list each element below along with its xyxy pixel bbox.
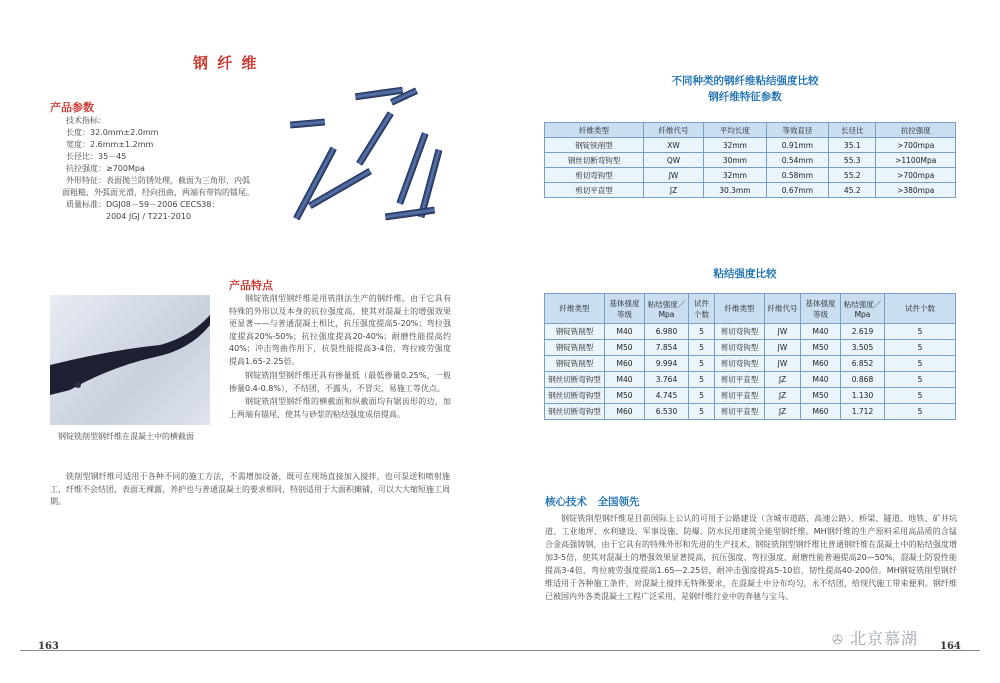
- table-cell: 32mm: [704, 168, 766, 183]
- cross-section-photo: [50, 295, 210, 425]
- table-cell: 0.67mm: [766, 183, 828, 198]
- table-cell: 30.3mm: [704, 183, 766, 198]
- table-cell: 30mm: [704, 153, 766, 168]
- table-cell: 钢丝切断弯钩型: [545, 388, 605, 404]
- table-header: 纤维类型: [545, 294, 605, 324]
- param-line: 长径比：35－45: [66, 152, 127, 161]
- param-line: 抗拉强度：≥700Mpa: [66, 164, 145, 173]
- table-cell: 剪切弯钩型: [545, 168, 644, 183]
- table-cell: >700mpa: [876, 138, 956, 153]
- table-cell: 5: [885, 404, 956, 420]
- table-header: 粘结强度／Mpa: [841, 294, 885, 324]
- table-cell: 1.712: [841, 404, 885, 420]
- table-cell: 6.852: [841, 356, 885, 372]
- page-number-left: 163: [38, 641, 59, 652]
- table-cell: QW: [643, 153, 703, 168]
- table-cell: 剪切弯钩型: [715, 356, 765, 372]
- params-list: [62, 115, 276, 223]
- param-line: 外形特征：表面抛兰防锈处理，截面为三角形，内弧: [66, 176, 250, 185]
- table-cell: 1.130: [841, 388, 885, 404]
- table-cell: JW: [765, 340, 801, 356]
- table-cell: 钢丝切断弯钩型: [545, 404, 605, 420]
- table-cell: 6.530: [645, 404, 689, 420]
- param-line: 质量标准：DGJ08－59－2006 CECS38：: [66, 200, 220, 209]
- table-cell: 55.2: [829, 168, 876, 183]
- fiber-cross-section-icon: [50, 295, 210, 425]
- wechat-icon: ✇: [832, 633, 844, 648]
- footer-rule: [20, 650, 980, 651]
- table-cell: M60: [801, 404, 841, 420]
- table-cell: 剪切弯钩型: [715, 324, 765, 340]
- table-cell: 5: [885, 340, 956, 356]
- page-number-right: 164: [940, 641, 961, 652]
- table-header: 粘结强度／Mpa: [645, 294, 689, 324]
- table-cell: 钢锭铣削型: [545, 324, 605, 340]
- param-line: 2004 JGJ / T221-2010: [106, 212, 192, 221]
- table-cell: 剪切平直型: [715, 388, 765, 404]
- table-cell: M50: [801, 388, 841, 404]
- table-row: [545, 356, 956, 372]
- table-header: 平均长度: [704, 123, 766, 138]
- table-cell: 钢锭铣削型: [545, 356, 605, 372]
- table-cell: M60: [605, 404, 645, 420]
- table-header: 试件个数: [689, 294, 715, 324]
- features-paragraph-2: 钢锭铣削型钢纤维还具有掺量低（最低掺量0.25%，一般掺量0.4-0.8%），不结团，不露头，不冒尖，易施工等优点。: [229, 371, 451, 393]
- table-cell: 55.3: [829, 153, 876, 168]
- table-row: [545, 138, 956, 153]
- table-cell: M60: [801, 356, 841, 372]
- table-header: 纤维类型: [715, 294, 765, 324]
- table-cell: 45.2: [829, 183, 876, 198]
- table-cell: JZ: [643, 183, 703, 198]
- table-cell: 2.619: [841, 324, 885, 340]
- table-row: [545, 183, 956, 198]
- watermark-text: 北京慕湖: [850, 629, 919, 648]
- table-header: 纤维类型: [545, 123, 644, 138]
- table-cell: 5: [689, 372, 715, 388]
- table-cell: M60: [605, 356, 645, 372]
- table-cell: JZ: [765, 404, 801, 420]
- table-cell: 钢丝切断弯钩型: [545, 372, 605, 388]
- table-row: [545, 324, 956, 340]
- table-cell: XW: [643, 138, 703, 153]
- table-header: 长径比: [829, 123, 876, 138]
- param-line: 长度：32.0mm±2.0mm: [66, 128, 159, 137]
- table-cell: 6.980: [645, 324, 689, 340]
- photo-caption: 钢锭铣削型钢纤维在混凝土中的横截面: [58, 432, 194, 441]
- table-cell: 0.91mm: [766, 138, 828, 153]
- bond-title: 粘结强度比较: [713, 268, 777, 280]
- compare-subtitle: 钢纤维特征参数: [708, 91, 782, 103]
- table-header: 等效直径: [766, 123, 828, 138]
- fiber-params-table: [544, 122, 956, 198]
- table-cell: 0.54mm: [766, 153, 828, 168]
- table-row: [545, 340, 956, 356]
- table-cell: 0.58mm: [766, 168, 828, 183]
- table-cell: 3.505: [841, 340, 885, 356]
- core-paragraph: 钢锭铣削型钢纤维是目前国际上公认的可用于公路建设（含城市道路、高速公路）、桥梁、隧道、地铁、矿井坑道、工业地坪、水利建设、军事设施、防爆、防水民用建筑全能型钢纤维。MH钢纤维的生产原料采用高品质的含锰合金高强铸钢，由于它具有的特殊外形和先进的生产技术，钢锭铣削型钢纤维比普通钢纤维在混凝土中的粘结强度增加3-5倍，使其对混凝土的增强效果显著提高，抗压强度、弯拉强度、耐磨性能普遍提高20—50%，混凝土防裂性能提高3-4倍，弯拉疲劳强度提高1.65—2.25倍，耐冲击强度提高5-10倍，韧性提高40-200倍。MH钢锭铣削型钢纤维适用于各种施工条件，对混凝土搅拌无特殊要求，在混凝土中分布均匀，永不结团，给现代施工带来便利。钢纤维已被国内外各类混凝土工程广泛采用，是钢纤维行业中的奔驰与宝马。: [545, 514, 957, 601]
- table-header: 纤维代号: [765, 294, 801, 324]
- table-cell: M50: [605, 340, 645, 356]
- param-line: 面粗糙，外弧面光滑，经向扭曲，两端有带钩的镭尾。: [62, 188, 254, 197]
- compare-title: 不同种类的钢纤维粘结强度比较: [671, 75, 819, 87]
- table-cell: 5: [689, 356, 715, 372]
- table-cell: 32mm: [704, 138, 766, 153]
- table-cell: JW: [643, 168, 703, 183]
- table-cell: 5: [885, 388, 956, 404]
- params-heading: 产品参数: [50, 101, 94, 114]
- table-cell: M40: [801, 372, 841, 388]
- table-header: 试件个数: [885, 294, 956, 324]
- core-heading: 核心技术 全国领先: [545, 496, 640, 508]
- table-cell: 5: [689, 388, 715, 404]
- table-row: [545, 168, 956, 183]
- table-cell: >380mpa: [876, 183, 956, 198]
- table-cell: 5: [885, 356, 956, 372]
- features-heading: 产品特点: [229, 279, 273, 292]
- table-cell: M40: [801, 324, 841, 340]
- table-cell: 7.854: [645, 340, 689, 356]
- table-cell: 3.764: [645, 372, 689, 388]
- table-header: 基体强度等级: [605, 294, 645, 324]
- table-row: [545, 404, 956, 420]
- table-cell: M50: [605, 388, 645, 404]
- table-cell: JZ: [765, 372, 801, 388]
- table-cell: >700mpa: [876, 168, 956, 183]
- table-cell: 9.994: [645, 356, 689, 372]
- steel-fiber-image: [285, 85, 465, 245]
- param-line: 技术指标：: [66, 116, 106, 125]
- table-cell: 5: [689, 340, 715, 356]
- table-cell: 剪切弯钩型: [715, 340, 765, 356]
- table-cell: JW: [765, 324, 801, 340]
- table-cell: M50: [801, 340, 841, 356]
- table-cell: >1100Mpa: [876, 153, 956, 168]
- table-header: 抗拉强度: [876, 123, 956, 138]
- table-cell: 5: [885, 372, 956, 388]
- table-cell: 剪切平直型: [545, 183, 644, 198]
- table-cell: 4.745: [645, 388, 689, 404]
- table-cell: 钢锭铣削型: [545, 138, 644, 153]
- table-cell: 剪切平直型: [715, 404, 765, 420]
- table-row: [545, 372, 956, 388]
- table-cell: 5: [689, 404, 715, 420]
- table-row: [545, 388, 956, 404]
- table-cell: 0.868: [841, 372, 885, 388]
- watermark: [832, 626, 918, 649]
- table-header: 基体强度等级: [801, 294, 841, 324]
- table-cell: 5: [689, 324, 715, 340]
- bond-strength-table: [544, 293, 956, 420]
- table-cell: 钢锭铣削型: [545, 340, 605, 356]
- param-line: 宽度：2.6mm±1.2mm: [66, 140, 154, 149]
- table-cell: 5: [885, 324, 956, 340]
- table-cell: 剪切平直型: [715, 372, 765, 388]
- table-cell: M40: [605, 372, 645, 388]
- bottom-paragraph: 铣削型钢纤维可适用于各种不同的施工方法，不需增加设备，既可在现场直接加入搅拌，也可泵送和喷射施工，纤维不会结团，表面无裸露，养护也与普通混凝土的要求相同，特别适用于大面积摊铺，可以大大缩短施工周期。: [50, 472, 450, 506]
- table-cell: 钢丝切断弯钩型: [545, 153, 644, 168]
- table-cell: JW: [765, 356, 801, 372]
- features-paragraph-3: 钢锭铣削型钢纤维的横截面和纵截面均有锯齿形的边，加上两端有锚尾，使其与砂浆的粘结强度成倍提高。: [229, 397, 451, 419]
- table-cell: M40: [605, 324, 645, 340]
- table-cell: 35.1: [829, 138, 876, 153]
- page-title: 钢 纤 维: [193, 54, 259, 72]
- table-cell: JZ: [765, 388, 801, 404]
- table-row: [545, 153, 956, 168]
- table-header: 纤维代号: [643, 123, 703, 138]
- features-paragraph-1: 钢锭铣削型钢纤维是用铣削法生产的钢纤维。由于它具有特殊的外形以及本身的抗拉强度高，使其对混凝土的增强效果更显著——与普通混凝土相比，抗压强度提高5-20%；弯拉强度提高20%-50%；抗拉强度提高20-40%；耐磨性能提高约40%；冲击弯曲作用下，抗裂性能提高3-4倍，弯拉疲劳强度提高1.65-2.25倍。: [229, 294, 451, 366]
